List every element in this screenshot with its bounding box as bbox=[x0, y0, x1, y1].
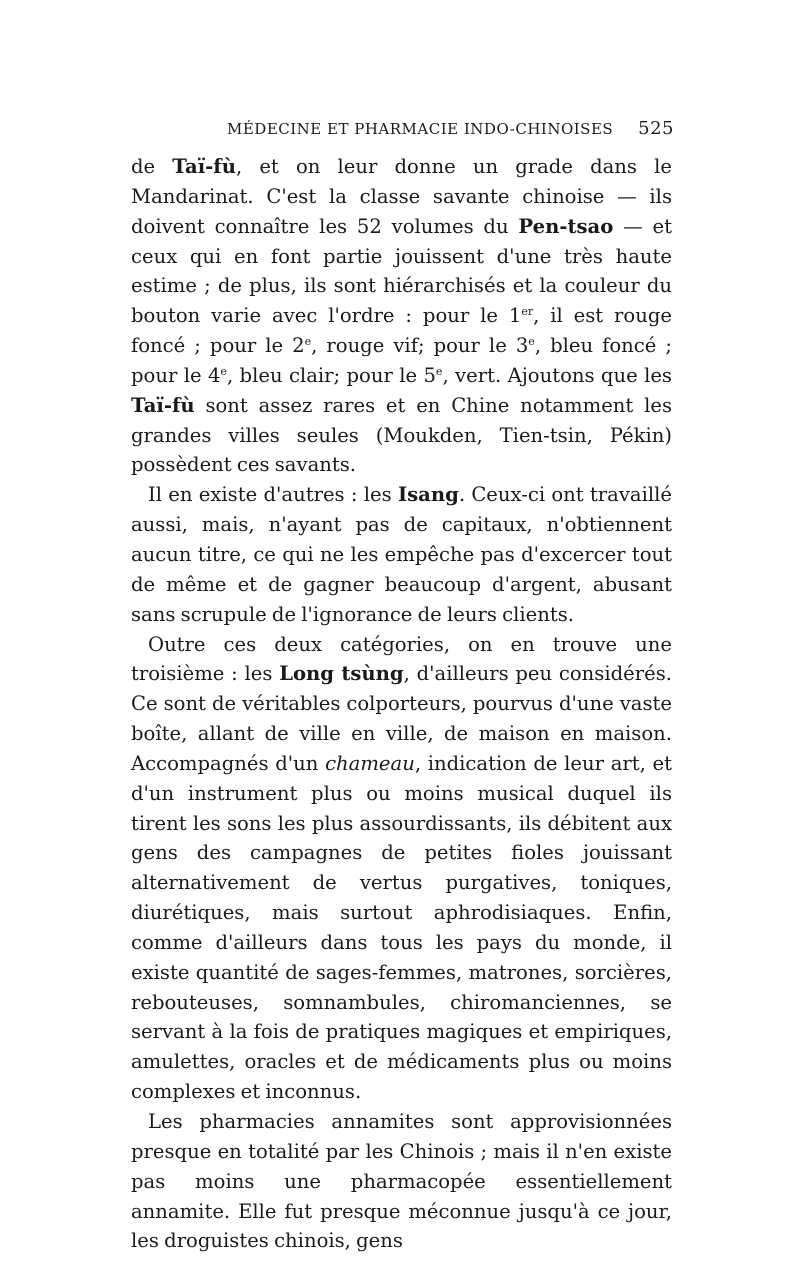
text-run: sont assez rares et en Chine notamment les grandes villes seules (Moukden, Tien-tsin, Pékin) possèdent ces savants. bbox=[131, 393, 672, 477]
paragraph bbox=[131, 480, 672, 629]
ordinal-suffix: er bbox=[521, 305, 534, 319]
running-header bbox=[131, 116, 672, 142]
text-run: , d'ailleurs peu considérés. Ce sont de véritables colporteurs, pourvus d'une vaste boîte, allant de ville en ville, de maison en maison. Accompagnés d'un bbox=[131, 662, 673, 775]
paragraph bbox=[131, 630, 672, 1108]
emphasized-term: Taï-fù bbox=[172, 155, 236, 178]
emphasized-term: Isang bbox=[397, 483, 459, 507]
text-run: , indication de leur art, et d'un instrument plus ou moins musical duquel ils tirent les sons les plus assourdissants, ils débitent aux gens des campagnes de petites fioles jouissant alternativement de vertus purgatives, toniques, diurétiques, mais surtout aphrodisiaques. Enfin, comme d'ailleurs dans tous les pays du monde, il existe quantité de sages-femmes, matrones, sorcières, rebouteuses, somnambules, chiromanciennes, se servant à la fois de pratiques magiques et empiriques, amulettes, oracles et de médicaments plus ou moins complexes et inconnus. bbox=[131, 751, 672, 1104]
page-number: 525 bbox=[638, 118, 674, 139]
document-page bbox=[131, 116, 672, 1256]
body-text bbox=[131, 152, 672, 1256]
text-run: , il est rouge foncé ; pour le 2 bbox=[131, 304, 672, 358]
emphasized-term: Taï-fù bbox=[131, 393, 195, 417]
text-run: , bleu clair; pour le 5 bbox=[226, 363, 436, 387]
header-title: MÉDECINE ET PHARMACIE INDO-CHINOISES bbox=[227, 120, 614, 138]
text-run: Il en existe d'autres : les bbox=[148, 483, 398, 507]
ordinal-suffix: e bbox=[220, 364, 227, 378]
ordinal-suffix: e bbox=[435, 364, 443, 378]
text-run: Les pharmacies annamites sont approvisionnées presque en totalité par les Chinois ; mais il n'en existe pas moins une pharmacopée essentiellement annamite. Elle fut presque méconnue jusqu'à ce jour, les droguistes chinois, gens bbox=[131, 1110, 672, 1253]
text-run: Outre ces deux catégories, on en trouve une troisième : les bbox=[131, 632, 672, 686]
text-run: , et on leur donne un grade dans le Mandarinat. C'est la classe savante chinoise — ils doivent connaître les 52 volumes du bbox=[131, 155, 672, 238]
emphasized-term: Pen-tsao bbox=[518, 214, 614, 238]
text-run: de bbox=[131, 155, 173, 178]
emphasized-term: Long tsùng bbox=[279, 662, 404, 686]
text-run: , rouge vif; pour le 3 bbox=[311, 334, 529, 358]
text-run: , bleu foncé ; pour le 4 bbox=[131, 334, 672, 387]
ordinal-suffix: e bbox=[528, 335, 535, 349]
text-run: , vert. Ajoutons que les bbox=[442, 363, 672, 387]
italic-term: chameau bbox=[325, 751, 415, 775]
paragraph bbox=[131, 152, 672, 480]
ordinal-suffix: e bbox=[304, 335, 312, 349]
paragraph bbox=[131, 1107, 672, 1256]
text-run: — et ceux qui en font partie jouissent d'une très haute estime ; de plus, ils sont hiérarchisés et la couleur du bouton varie avec l'ordre : pour le 1 bbox=[131, 214, 672, 328]
text-run: . Ceux-ci ont travaillé aussi, mais, n'ayant pas de capitaux, n'obtiennent aucun titre, ce qui ne les empêche pas d'excercer tout de même et de gagner beaucoup d'argent, abusant sans scrupule de l'ignorance de leurs clients. bbox=[131, 483, 673, 626]
